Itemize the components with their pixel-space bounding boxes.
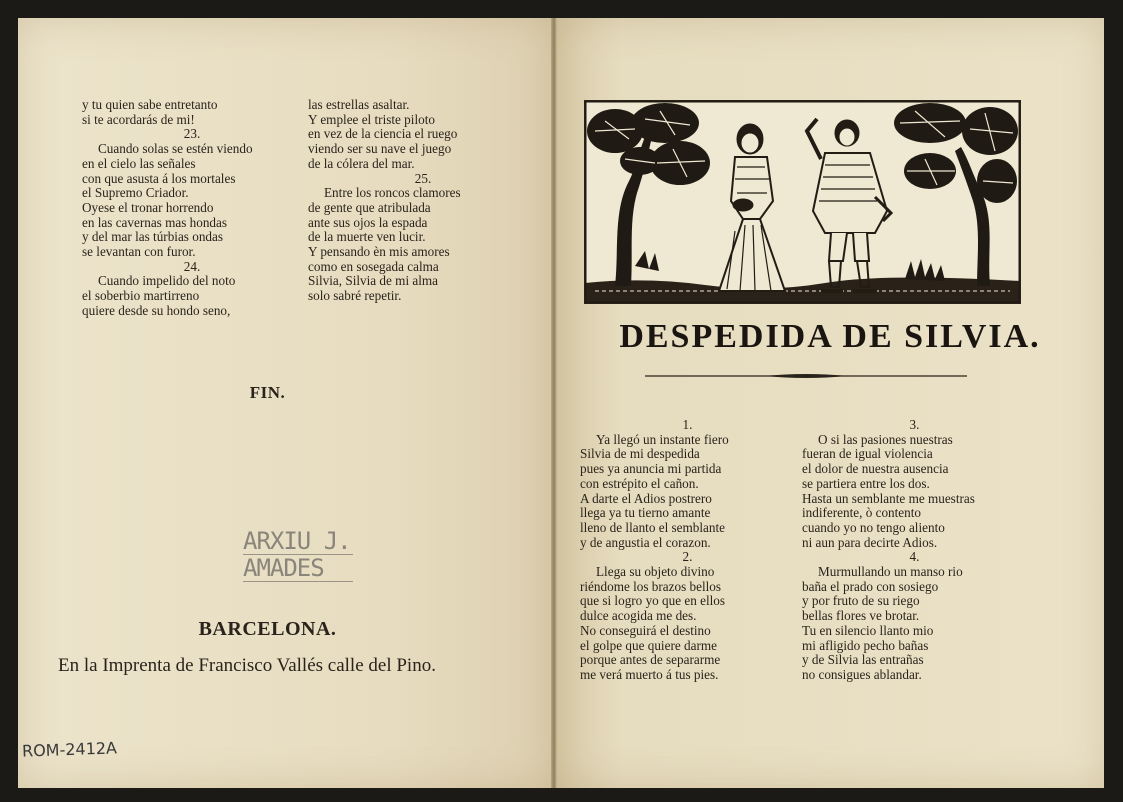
verse-line: baña el prado con sosiego bbox=[802, 578, 939, 594]
verse-line: llega ya tu tierno amante bbox=[580, 505, 711, 521]
verse-line: Y pensando èn mis amores bbox=[308, 244, 450, 260]
verse-line: mi afligido pecho bañas bbox=[802, 637, 929, 653]
verse-line: en las cavernas mas hondas bbox=[82, 214, 228, 230]
woodcut-svg bbox=[585, 101, 1020, 303]
verse-line: Tu en silencio llanto mio bbox=[802, 622, 934, 638]
verse-line: Oyese el tronar horrendo bbox=[82, 199, 214, 215]
verse-line: Llega su objeto divino bbox=[596, 564, 715, 580]
shelfmark: ROM-2412A bbox=[21, 738, 118, 761]
verse-line: no consigues ablandar. bbox=[802, 666, 922, 682]
verse-line: y de angustia el corazon. bbox=[580, 534, 711, 550]
verse-line: ni aun para decirte Adios. bbox=[802, 534, 938, 550]
left-page-column-a bbox=[82, 98, 302, 319]
title-rule bbox=[645, 373, 967, 379]
verse-line: O si las pasiones nuestras bbox=[818, 431, 953, 447]
verse-line: dulce acogida me des. bbox=[580, 608, 697, 624]
verse-line: fueran de igual violencia bbox=[802, 446, 933, 462]
verse-line: si te acordarás de mi! bbox=[82, 111, 195, 127]
verse-line: en el cielo las señales bbox=[82, 155, 196, 171]
verse-line: porque antes de separarme bbox=[580, 652, 721, 668]
page-title: DESPEDIDA DE SILVIA. bbox=[619, 318, 1041, 355]
verse-line: con que asusta á los mortales bbox=[82, 170, 236, 186]
verse-line: de la cólera del mar. bbox=[308, 155, 415, 171]
verse-line: y de Silvia las entrañas bbox=[802, 652, 924, 668]
verse-line: de gente que atribulada bbox=[308, 199, 431, 215]
verse-line: bellas flores ve brotar. bbox=[802, 608, 920, 624]
verse-line: Hasta un semblante me muestras bbox=[802, 490, 975, 506]
verse-line: el Supremo Criador. bbox=[82, 185, 189, 201]
stanza-number: 2. bbox=[682, 549, 693, 565]
verse-line: cuando yo no tengo aliento bbox=[802, 519, 945, 535]
page-fold bbox=[551, 18, 557, 788]
verse-line: en vez de la ciencia el ruego bbox=[308, 126, 458, 142]
imprint-line: En la Imprenta de Francisco Vallés calle del Pino. bbox=[58, 655, 436, 676]
woodcut-illustration bbox=[584, 100, 1021, 304]
verse-line: lleno de llanto el semblante bbox=[580, 519, 726, 535]
stanza-number: 4. bbox=[909, 549, 920, 565]
verse-line: y por fruto de su riego bbox=[802, 593, 920, 609]
verse-line: Cuando impelido del noto bbox=[98, 273, 236, 289]
left-page-column-b bbox=[308, 98, 538, 304]
verse-line: y tu quien sabe entretanto bbox=[82, 97, 218, 112]
verse-line: me verá muerto á tus pies. bbox=[580, 666, 719, 682]
verse-line: solo sabré repetir. bbox=[308, 288, 402, 304]
end-mark: FIN. bbox=[249, 383, 286, 402]
verse-line: Cuando solas se estén viendo bbox=[98, 141, 253, 157]
archive-stamp bbox=[243, 528, 353, 582]
verse-line: viendo ser su nave el juego bbox=[308, 141, 452, 157]
verse-line: Y emplee el triste piloto bbox=[308, 111, 435, 127]
verse-line: de la muerte ven lucir. bbox=[308, 229, 426, 245]
verse-line: las estrellas asaltar. bbox=[308, 97, 410, 112]
verse-line: que si logro yo que en ellos bbox=[580, 593, 726, 609]
verse-line: A darte el Adios postrero bbox=[580, 490, 712, 506]
verse-line: Murmullando un manso rio bbox=[818, 564, 963, 580]
verse-line: pues ya anuncia mi partida bbox=[580, 461, 722, 477]
verse-line: y del mar las túrbias ondas bbox=[82, 229, 223, 245]
verse-line: se levantan con furor. bbox=[82, 244, 196, 260]
verse-line: el golpe que quiere darme bbox=[580, 637, 717, 653]
verse-line: Silvia, Silvia de mi alma bbox=[308, 273, 439, 289]
verse-line: con estrépito el cañon. bbox=[580, 475, 699, 491]
stanza-number: 1. bbox=[682, 417, 693, 432]
verse-line: Ya llegó un instante fiero bbox=[596, 431, 729, 447]
verse-line: riéndome los brazos bellos bbox=[580, 578, 721, 594]
stanza-number: 3. bbox=[909, 417, 920, 432]
verse-line: el dolor de nuestra ausencia bbox=[802, 461, 949, 477]
stanza-number: 23. bbox=[183, 126, 201, 142]
verse-line: Silvia de mi despedida bbox=[580, 446, 700, 462]
stanza-number: 24. bbox=[183, 258, 201, 274]
right-page-column-a bbox=[580, 418, 795, 683]
verse-line: se partiera entre los dos. bbox=[802, 475, 930, 491]
stanza-number: 25. bbox=[414, 170, 432, 186]
verse-line: el soberbio martirreno bbox=[82, 288, 200, 304]
imprint-city: BARCELONA. bbox=[198, 618, 337, 640]
verse-line: ante sus ojos la espada bbox=[308, 214, 428, 230]
stamp-line-1: ARXIU J. bbox=[243, 528, 353, 555]
verse-line: quiere desde su hondo seno, bbox=[82, 302, 231, 318]
stamp-line-2: AMADES bbox=[243, 555, 353, 582]
right-page-column-b bbox=[802, 418, 1027, 683]
verse-line: indiferente, ò contento bbox=[802, 505, 922, 521]
verse-line: como en sosegada calma bbox=[308, 258, 439, 274]
verse-line: No conseguirá el destino bbox=[580, 622, 711, 638]
verse-line: Entre los roncos clamores bbox=[324, 185, 461, 201]
